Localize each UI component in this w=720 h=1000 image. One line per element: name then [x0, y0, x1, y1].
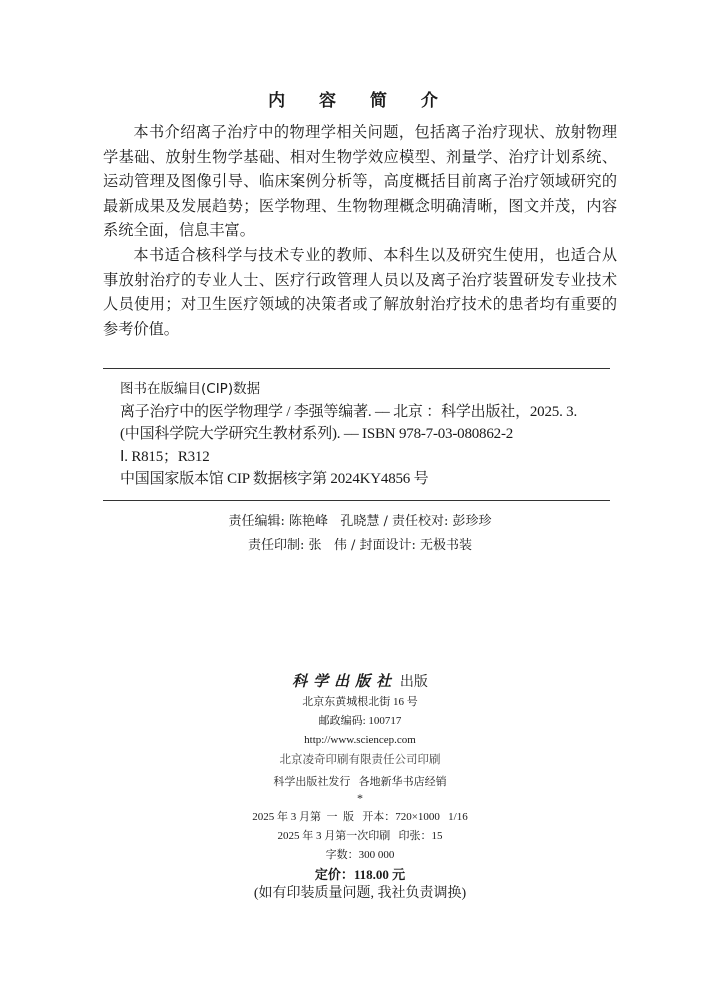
- editors-credits: [0, 510, 720, 558]
- intro-paragraph: 本书介绍离子治疗中的物理学相关问题，包括离子治疗现状、放射物理学基础、放射生物学基础、相对生物学效应模型、剂量学、治疗计划系统、运动管理及图像引导、临床案例分析等，高度概括目前离子治疗领域研究的最新成果及发展趋势；医学物理、生物物理概念明确清晰，图文并茂，内容系统全面，信息丰富。: [103, 123, 617, 240]
- publisher-postcode: 邮政编码: 100717: [318, 715, 402, 727]
- publisher-block: [0, 672, 720, 903]
- printer-name: 北京凌奇印刷有限责任公司印刷: [279, 752, 441, 766]
- publisher-name: 科学出版社: [292, 672, 398, 690]
- printing-line: 2025 年 3 月第一次印刷 印张：15: [277, 830, 443, 842]
- intro-paragraph: 本书适合核科学与技术专业的教师、本科生以及研究生使用，也适合从事放射治疗的专业人士、医疗行政管理人员以及离子治疗装置研发专业技术人员使用；对卫生医疗领域的决策者或了解放射治疗技术的患者均有重要的参考价值。: [103, 245, 617, 338]
- cip-line: 离子治疗中的医学物理学 / 李强等编著. –– 北京 ：科学出版社，2025. 3.: [120, 403, 578, 420]
- cip-line: (中国科学院大学研究生教材系列). –– ISBN 978-7-03-080862-2: [120, 426, 514, 442]
- cip-line: 中国国家版本馆 CIP 数据核字第 2024KY4856 号: [120, 471, 429, 487]
- cip-block: [120, 378, 620, 491]
- price: 定价：118.00 元: [314, 867, 406, 882]
- publisher-name-suffix: 出版: [399, 674, 428, 690]
- divider-bottom: [103, 500, 610, 501]
- publisher-title-line: [0, 672, 720, 693]
- distribution-line: 科学出版社发行 各地新华书店经销: [273, 776, 447, 788]
- quality-notice: (如有印装质量问题, 我社负责调换): [253, 886, 467, 901]
- separator-star: *: [357, 791, 363, 805]
- introduction-section: [103, 120, 617, 341]
- publisher-address: 北京东黄城根北街 16 号: [302, 696, 418, 708]
- editors-line: 责任编辑: 陈艳峰 孔晓慧 / 责任校对: 彭珍珍: [228, 514, 492, 529]
- cip-line: Ⅰ. R815；R312: [120, 448, 210, 465]
- publisher-website: http://www.sciencep.com: [304, 734, 416, 746]
- edition-line: 2025 年 3 月第 一 版 开本：720×1000 1/16: [252, 811, 468, 823]
- page-title: 内 容 简 介: [268, 91, 452, 111]
- cip-heading: 图书在版编目(CIP)数据: [120, 381, 261, 397]
- divider-top: [103, 368, 610, 369]
- word-count: 字数：300 000: [325, 849, 395, 861]
- editors-line: 责任印制: 张 伟 / 封面设计: 无极书装: [247, 538, 473, 553]
